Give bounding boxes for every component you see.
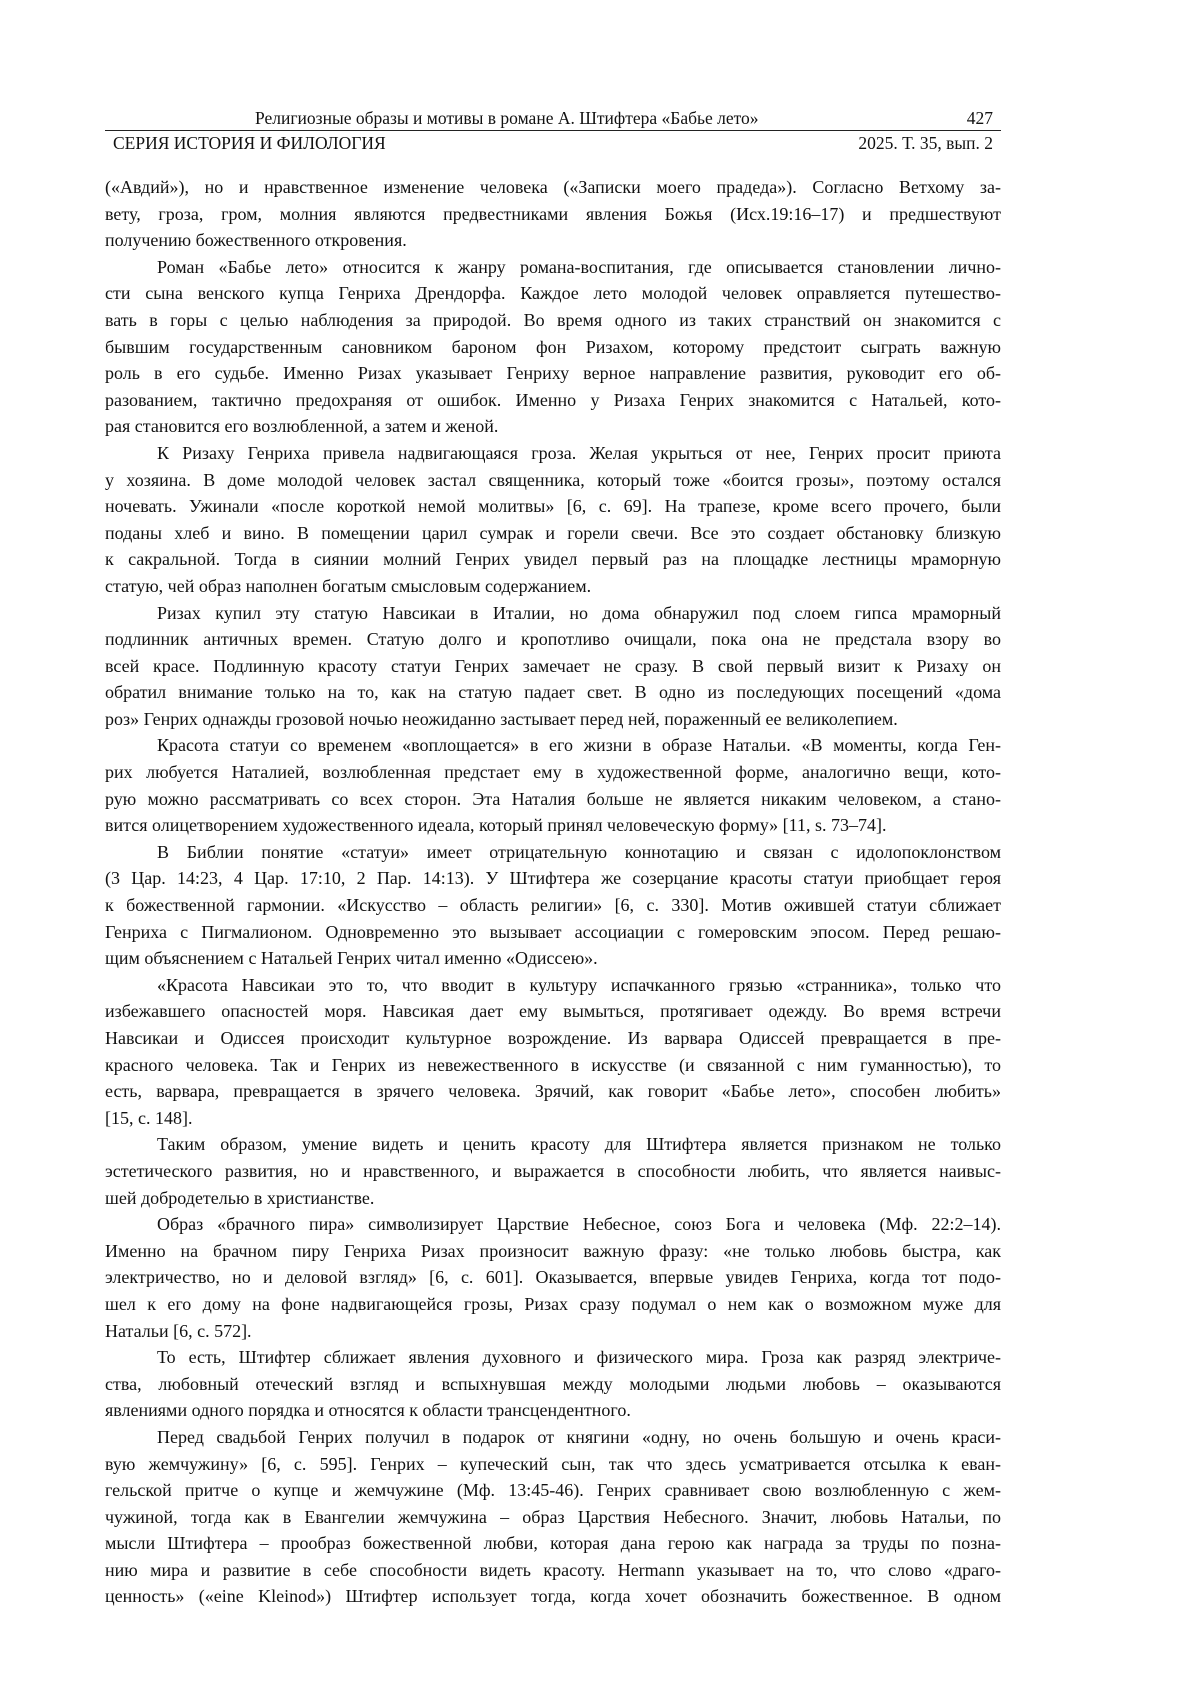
text-line: есть, варвара, превращается в зрячего человека. Зрячий, как говорит «Бабье лето», способен любить» bbox=[105, 1078, 1001, 1105]
text-line: Именно на брачном пиру Генриха Ризах произносит важную фразу: «не только любовь быстра, как bbox=[105, 1238, 1001, 1265]
text-line: к божественной гармонии. «Искусство – область религии» [6, с. 330]. Мотив ожившей статуи сближает bbox=[105, 892, 1001, 919]
text-line: [15, с. 148]. bbox=[105, 1105, 1001, 1132]
paragraph bbox=[105, 174, 1001, 254]
paragraph bbox=[105, 732, 1001, 838]
article-body bbox=[105, 174, 1001, 1610]
header-rule bbox=[105, 130, 1001, 131]
text-line: мысли Штифтера – прообраз божественной любви, которая дана герою как награда за труды по позна- bbox=[105, 1530, 1001, 1557]
text-line: красного человека. Так и Генрих из невежественного в искусстве (и связанной с ним гуманностью), то bbox=[105, 1052, 1001, 1079]
text-line: Навсикаи и Одиссея происходит культурное возрождение. Из варвара Одиссей превращается в пре- bbox=[105, 1025, 1001, 1052]
text-line: Роман «Бабье лето» относится к жанру романа-воспитания, где описывается становлении лично- bbox=[105, 254, 1001, 281]
paragraph bbox=[105, 1344, 1001, 1424]
text-line: (3 Цар. 14:23, 4 Цар. 17:10, 2 Пар. 14:13). У Штифтера же созерцание красоты статуи приобщает героя bbox=[105, 865, 1001, 892]
text-line: нию мира и развитие в себе способности видеть красоту. Hermann указывает на то, что слово «драго- bbox=[105, 1557, 1001, 1584]
journal-series: СЕРИЯ ИСТОРИЯ И ФИЛОЛОГИЯ bbox=[113, 133, 386, 153]
text-line: ночевать. Ужинали «после короткой немой молитвы» [6, с. 69]. На трапезе, кроме всего прочего, были bbox=[105, 493, 1001, 520]
journal-issue: 2025. Т. 35, вып. 2 bbox=[858, 133, 993, 153]
paragraph bbox=[105, 1131, 1001, 1211]
text-line: Генриха с Пигмалионом. Одновременно это вызывает ассоциации с гомеровским эпосом. Перед решаю- bbox=[105, 919, 1001, 946]
text-line: рих любуется Наталией, возлюбленная предстает ему в художественной форме, аналогично вещи, кото- bbox=[105, 759, 1001, 786]
text-line: ценность» («eine Kleinod») Штифтер использует тогда, когда хочет обозначить божественное. В одном bbox=[105, 1583, 1001, 1610]
text-line: Перед свадьбой Генрих получил в подарок от княгини «одну, но очень большую и очень краси- bbox=[105, 1424, 1001, 1451]
paragraph bbox=[105, 600, 1001, 733]
text-line: у хозяина. В доме молодой человек застал священника, который тоже «боится грозы», поэтому остался bbox=[105, 467, 1001, 494]
text-line: ства, любовный отеческий взгляд и вспыхнувшая между молодыми людьми любовь – оказываются bbox=[105, 1371, 1001, 1398]
text-line: «Красота Навсикаи это то, что вводит в культуру испачканного грязью «странника», только что bbox=[105, 972, 1001, 999]
text-line: к сакральной. Тогда в сиянии молний Генрих увидел первый раз на площадке лестницы мраморную bbox=[105, 546, 1001, 573]
text-line: роз» Генрих однажды грозовой ночью неожиданно застывает перед ней, пораженный ее великолепием. bbox=[105, 706, 1001, 733]
text-line: Красота статуи со временем «воплощается» в его жизни в образе Натальи. «В моменты, когда Ген- bbox=[105, 732, 1001, 759]
text-line: избежавшего опасностей моря. Навсикая дает ему вымыться, протягивает одежду. Во время встречи bbox=[105, 998, 1001, 1025]
paragraph bbox=[105, 254, 1001, 440]
paragraph bbox=[105, 1424, 1001, 1610]
text-line: В Библии понятие «статуи» имеет отрицательную коннотацию и связан с идолопоклонством bbox=[105, 839, 1001, 866]
text-line: вету, гроза, гром, молния являются предвестниками явления Божья (Исх.19:16–17) и предшествуют bbox=[105, 201, 1001, 228]
text-line: сти сына венского купца Генриха Дрендорфа. Каждое лето молодой человек оправляется путешество- bbox=[105, 280, 1001, 307]
text-line: роль в его судьбе. Именно Ризах указывает Генриху верное направление развития, руководит его об- bbox=[105, 360, 1001, 387]
text-line: Таким образом, умение видеть и ценить красоту для Штифтера является признаком не только bbox=[105, 1131, 1001, 1158]
text-line: эстетического развития, но и нравственного, и выражается в способности любить, что является наивыс- bbox=[105, 1158, 1001, 1185]
text-line: щим объяснением с Натальей Генрих читал именно «Одиссею». bbox=[105, 945, 1001, 972]
text-line: вую жемчужину» [6, с. 595]. Генрих – купеческий сын, так что здесь усматривается отсылка к еван- bbox=[105, 1451, 1001, 1478]
text-line: электричество, но и деловой взгляд» [6, с. 601]. Оказывается, впервые увидев Генриха, когда тот подо- bbox=[105, 1264, 1001, 1291]
text-line: гельской притче о купце и жемчужине (Мф. 13:45-46). Генрих сравнивает свою возлюбленную с жем- bbox=[105, 1477, 1001, 1504]
text-line: Образ «брачного пира» символизирует Царствие Небесное, союз Бога и человека (Мф. 22:2–14). bbox=[105, 1211, 1001, 1238]
text-line: получению божественного откровения. bbox=[105, 227, 1001, 254]
paragraph bbox=[105, 972, 1001, 1132]
text-line: разованием, тактично предохраняя от ошибок. Именно у Ризаха Генрих знакомится с Натальей, кото- bbox=[105, 387, 1001, 414]
page-number: 427 bbox=[967, 108, 993, 128]
text-line: рая становится его возлюбленной, а затем и женой. bbox=[105, 413, 1001, 440]
text-line: явлениями одного порядка и относятся к области трансцендентного. bbox=[105, 1397, 1001, 1424]
text-line: шей добродетелью в христианстве. bbox=[105, 1185, 1001, 1212]
text-line: К Ризаху Генриха привела надвигающаяся гроза. Желая укрыться от нее, Генрих просит приюта bbox=[105, 440, 1001, 467]
text-line: рую можно рассматривать со всех сторон. Эта Наталия больше не является никаким человеком, а стано- bbox=[105, 786, 1001, 813]
paragraph bbox=[105, 440, 1001, 600]
text-line: обратил внимание только на то, как на статую падает свет. В одно из последующих посещений «дома bbox=[105, 679, 1001, 706]
text-line: всей красе. Подлинную красоту статуи Генрих замечает не сразу. В свой первый визит к Ризаху он bbox=[105, 653, 1001, 680]
text-line: подлинник античных времен. Статую долго и кропотливо очищали, пока она не предстала взору во bbox=[105, 626, 1001, 653]
text-line: статую, чей образ наполнен богатым смысловым содержанием. bbox=[105, 573, 1001, 600]
text-line: Ризах купил эту статую Навсикаи в Италии, но дома обнаружил под слоем гипса мраморный bbox=[105, 600, 1001, 627]
paragraph bbox=[105, 1211, 1001, 1344]
paragraph bbox=[105, 839, 1001, 972]
text-line: бывшим государственным сановником бароном фон Ризахом, которому предстоит сыграть важную bbox=[105, 334, 1001, 361]
text-line: То есть, Штифтер сближает явления духовного и физического мира. Гроза как разряд электриче- bbox=[105, 1344, 1001, 1371]
text-line: («Авдий»), но и нравственное изменение человека («Записки моего прадеда»). Согласно Ветхому за- bbox=[105, 174, 1001, 201]
running-title: Религиозные образы и мотивы в романе А. Штифтера «Бабье лето» bbox=[255, 108, 759, 128]
text-line: поданы хлеб и вино. В помещении царил сумрак и горели свечи. Все это создает обстановку близкую bbox=[105, 520, 1001, 547]
text-line: чужиной, тогда как в Евангелии жемчужина – образ Царствия Небесного. Значит, любовь Натальи, по bbox=[105, 1504, 1001, 1531]
text-line: Натальи [6, с. 572]. bbox=[105, 1318, 1001, 1345]
text-line: вится олицетворением художественного идеала, который принял человеческую форму» [11, s. 73–74]. bbox=[105, 812, 1001, 839]
text-line: шел к его дому на фоне надвигающейся грозы, Ризах сразу подумал о нем как о возможном муже для bbox=[105, 1291, 1001, 1318]
text-line: вать в горы с целью наблюдения за природой. Во время одного из таких странствий он знакомится с bbox=[105, 307, 1001, 334]
